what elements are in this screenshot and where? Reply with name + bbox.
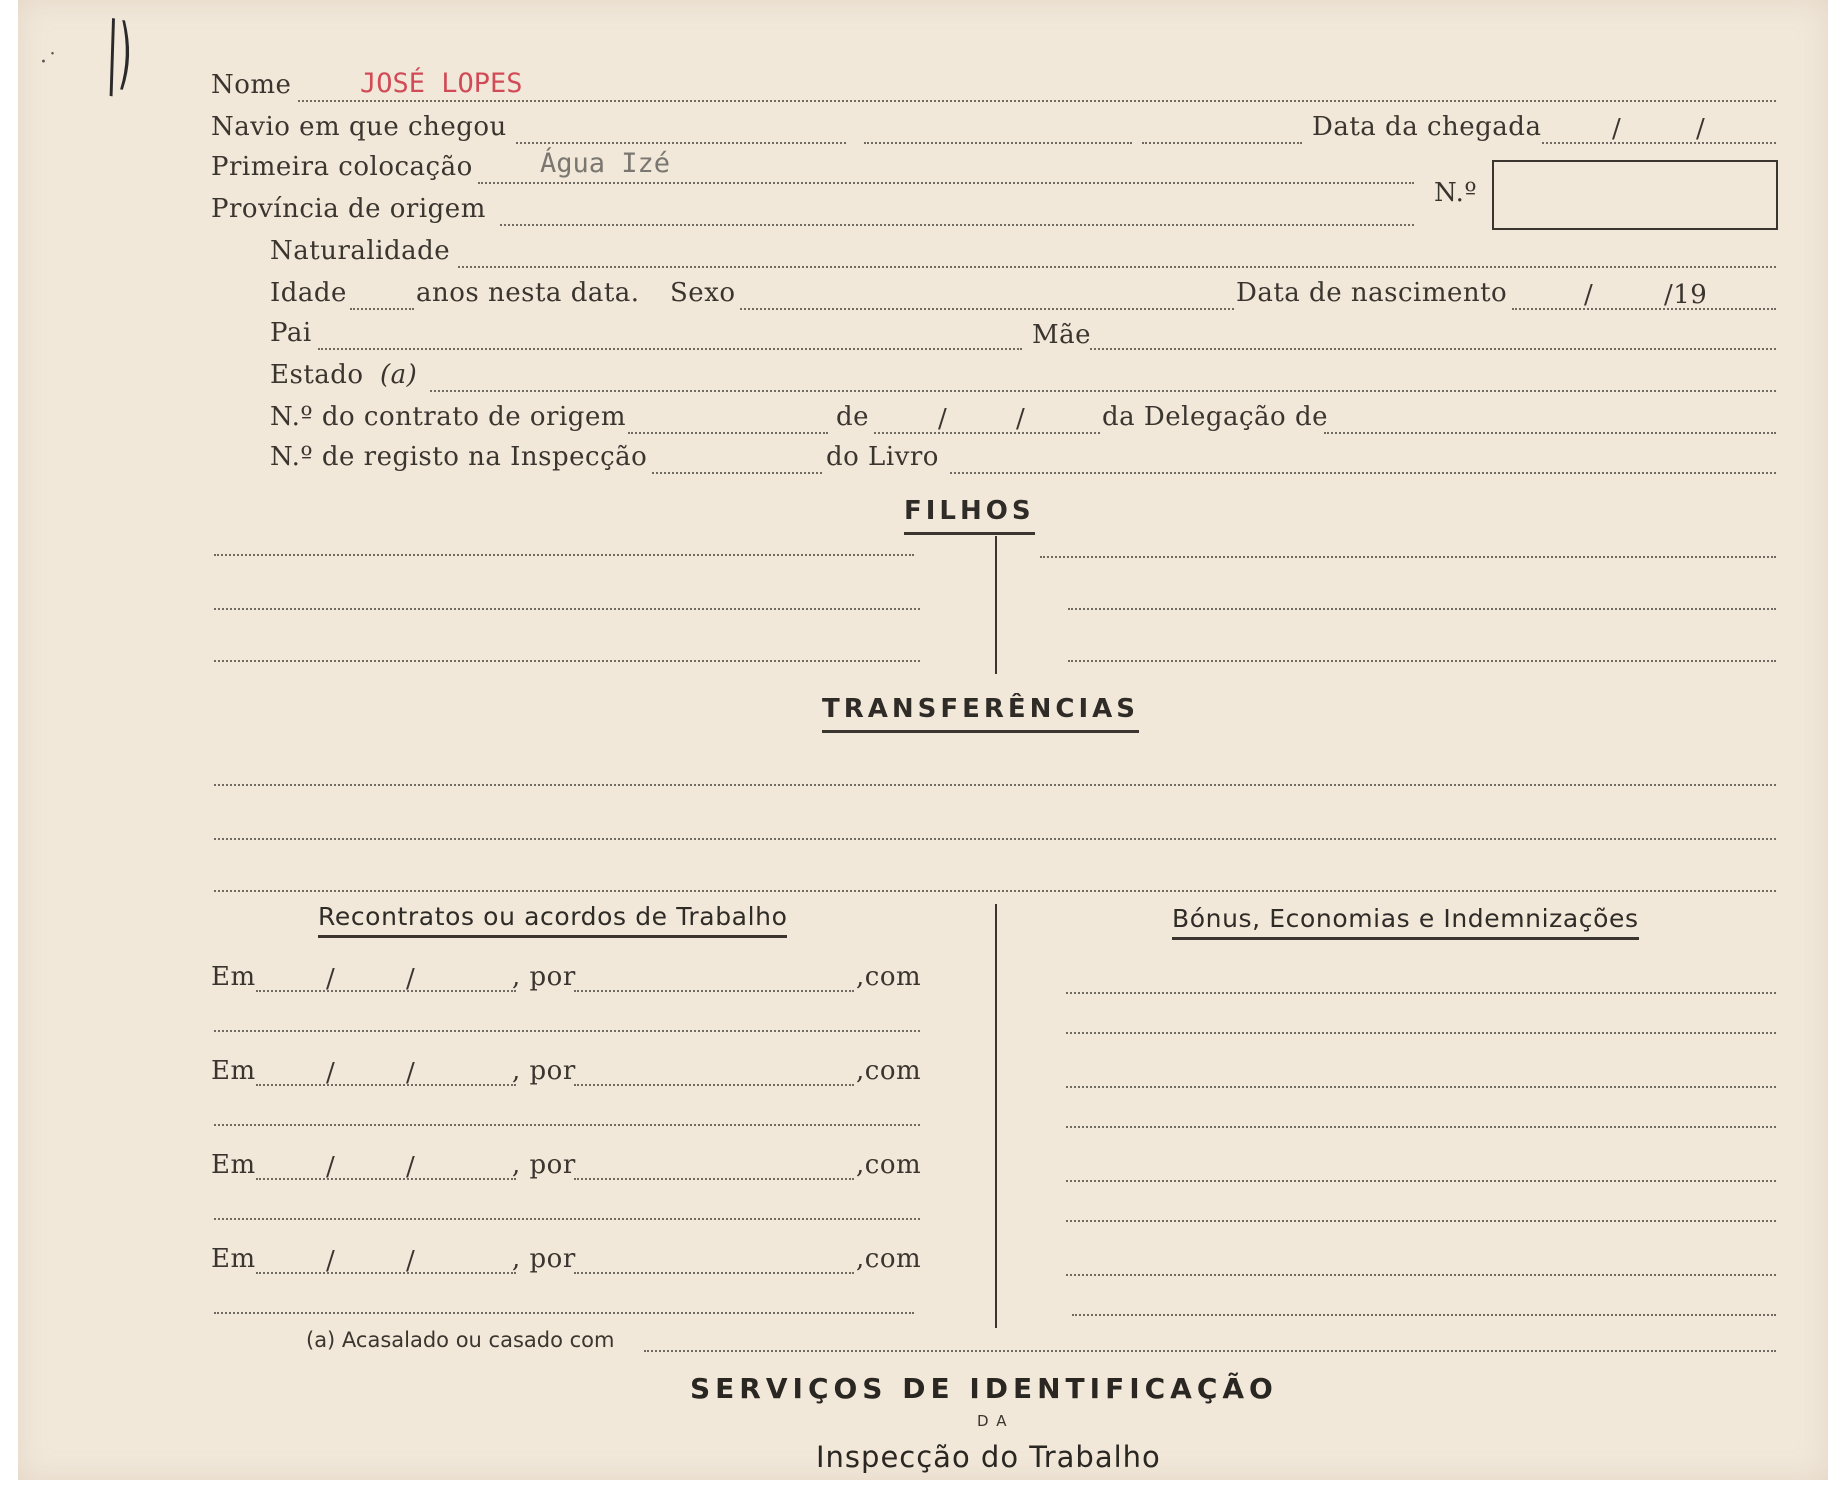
por-line-3 — [574, 1178, 854, 1180]
filhos-left-line-3 — [214, 660, 920, 662]
nascimento-label: Data de nascimento — [1236, 278, 1508, 308]
contrato-date-line — [874, 432, 1100, 434]
filhos-left-line-2 — [214, 608, 920, 610]
em-slash-3b: / — [406, 1152, 416, 1182]
em-slash-3a: / — [326, 1152, 336, 1182]
mae-label: Mãe — [1032, 320, 1092, 350]
anos-label: anos nesta data. — [416, 278, 640, 308]
sexo-line — [740, 308, 1234, 310]
sexo-label: Sexo — [670, 278, 736, 308]
pai-line — [318, 348, 1022, 350]
delegacao-line — [1324, 432, 1776, 434]
em-label-2: Em — [211, 1056, 256, 1086]
recontrato-line-1 — [214, 1030, 920, 1032]
footer-title: SERVIÇOS DE IDENTIFICAÇÃO — [690, 1372, 1278, 1405]
naturalidade-label: Naturalidade — [270, 236, 451, 266]
data-chegada-label: Data da chegada — [1312, 112, 1542, 142]
por-line-1 — [574, 990, 854, 992]
contrato-slash-1: / — [938, 404, 948, 434]
navio-label: Navio em que chegou — [211, 112, 507, 142]
filhos-right-line-1 — [1040, 556, 1776, 558]
filhos-right-line-2 — [1068, 608, 1776, 610]
em-label-1: Em — [211, 962, 256, 992]
contrato-slash-2: / — [1016, 404, 1026, 434]
livro-line — [950, 472, 1776, 474]
nome-label: Nome — [211, 70, 292, 100]
recontratos-heading: Recontratos ou acordos de Trabalho — [318, 902, 787, 938]
registo-label: N.º de registo na Inspecção — [270, 442, 648, 472]
estado-label: Estado — [270, 360, 364, 390]
com-label-4: ,com — [856, 1244, 922, 1274]
nome-line — [298, 100, 1776, 102]
primeira-line — [478, 182, 1414, 184]
com-label-1: ,com — [856, 962, 922, 992]
filhos-divider — [995, 536, 997, 674]
em-date-line-1 — [256, 990, 516, 992]
bonus-line-1 — [1066, 992, 1776, 994]
contrato-de-label: de — [836, 402, 870, 432]
footnote-line — [644, 1350, 1776, 1352]
em-slash-4a: / — [326, 1246, 336, 1276]
com-label-3: ,com — [856, 1150, 922, 1180]
transferencias-line-3 — [214, 890, 1776, 892]
pai-label: Pai — [270, 318, 312, 348]
em-slash-1b: / — [406, 964, 416, 994]
bonus-line-4 — [1066, 1126, 1776, 1128]
transferencias-line-2 — [214, 838, 1776, 840]
filhos-left-line-1 — [214, 554, 914, 556]
bonus-line-3 — [1066, 1086, 1776, 1088]
ink-speck: ·˙ — [40, 50, 58, 75]
estado-note: (a) — [380, 360, 418, 390]
em-date-line-4 — [256, 1272, 516, 1274]
transferencias-heading: TRANSFERÊNCIAS — [822, 694, 1139, 733]
por-line-2 — [574, 1084, 854, 1086]
naturalidade-line — [458, 266, 1776, 268]
primeira-label: Primeira colocação — [211, 152, 473, 182]
bonus-heading: Bónus, Economias e Indemnizações — [1172, 904, 1639, 940]
delegacao-label: da Delegação de — [1102, 402, 1328, 432]
bonus-line-8 — [1072, 1314, 1776, 1316]
navio-line — [516, 142, 846, 144]
em-slash-1a: / — [326, 964, 336, 994]
registo-line — [652, 472, 822, 474]
idade-line — [350, 308, 414, 310]
footer-subtitle: Inspecção do Trabalho — [816, 1440, 1161, 1474]
nascimento-line — [1512, 308, 1776, 310]
filhos-heading: FILHOS — [904, 496, 1035, 535]
em-label-3: Em — [211, 1150, 256, 1180]
por-label-4: , por — [512, 1244, 576, 1274]
primeira-value: Água Izé — [540, 148, 671, 179]
nascimento-year-prefix: /19 — [1664, 280, 1708, 310]
bonus-line-6 — [1066, 1220, 1776, 1222]
data-chegada-slash-1: / — [1612, 114, 1622, 144]
em-slash-4b: / — [406, 1246, 416, 1276]
em-slash-2a: / — [326, 1058, 336, 1088]
em-date-line-2 — [256, 1084, 516, 1086]
por-label-1: , por — [512, 962, 576, 992]
estado-line — [430, 390, 1776, 392]
footer-da: DA — [977, 1412, 1015, 1430]
contrato-label: N.º do contrato de origem — [270, 402, 626, 432]
bonus-line-7 — [1066, 1274, 1776, 1276]
por-label-2: , por — [512, 1056, 576, 1086]
contrato-line — [628, 432, 828, 434]
nascimento-slash: / — [1584, 280, 1594, 310]
nome-value: JOSÉ LOPES — [360, 68, 523, 99]
em-date-line-3 — [256, 1178, 516, 1180]
navio-line-3 — [1142, 142, 1302, 144]
por-line-4 — [574, 1272, 854, 1274]
data-chegada-slash-2: / — [1696, 114, 1706, 144]
recontrato-line-4 — [214, 1312, 914, 1314]
idade-label: Idade — [270, 278, 347, 308]
numero-box — [1492, 160, 1778, 230]
bonus-line-5 — [1066, 1180, 1776, 1182]
transferencias-line-1 — [214, 784, 1776, 786]
com-label-2: ,com — [856, 1056, 922, 1086]
provincia-label: Província de origem — [211, 194, 486, 224]
provincia-line — [500, 224, 1414, 226]
mae-line — [1090, 348, 1776, 350]
numero-label: N.º — [1434, 178, 1478, 208]
footnote-text: (a) Acasalado ou casado com — [306, 1328, 615, 1352]
bonus-line-2 — [1066, 1032, 1776, 1034]
recontrato-line-3 — [214, 1218, 920, 1220]
recontrato-line-2 — [214, 1124, 920, 1126]
lower-divider — [995, 904, 997, 1328]
data-chegada-line — [1542, 142, 1776, 144]
por-label-3: , por — [512, 1150, 576, 1180]
em-label-4: Em — [211, 1244, 256, 1274]
navio-line-2 — [864, 142, 1132, 144]
handwritten-mark: |) — [105, 6, 134, 100]
em-slash-2b: / — [406, 1058, 416, 1088]
livro-label: do Livro — [826, 442, 939, 472]
filhos-right-line-3 — [1068, 660, 1776, 662]
